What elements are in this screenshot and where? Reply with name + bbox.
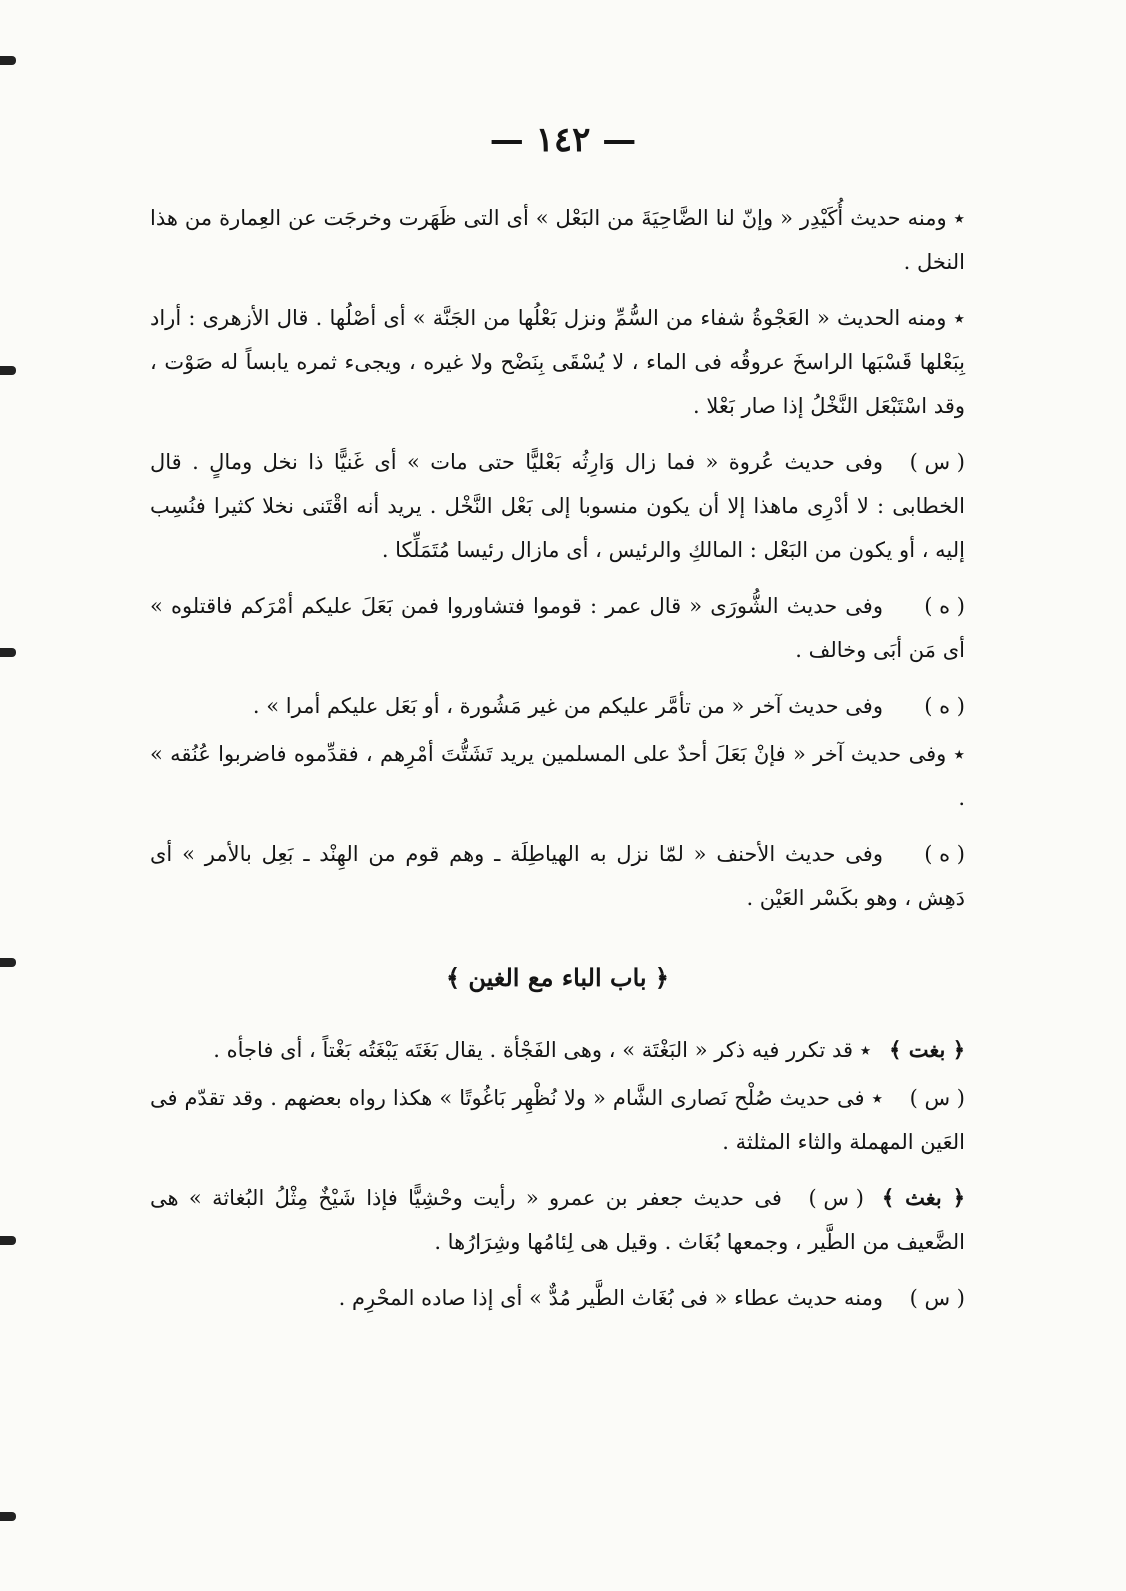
source-marker: ( س )	[909, 1286, 965, 1310]
scan-edge-mark	[0, 648, 16, 657]
entry	[150, 1276, 965, 1320]
entry-text: ٭ فى حديث صُلْح نَصارى الشَّام « ولا نُظْهِر بَاغُوتًا » هكذا رواه بعضهم . وقد تقدّم فى العَين المهملة والثاء المثلثة .	[150, 1086, 965, 1154]
source-marker: ( ه )	[924, 842, 965, 866]
paragraph-text: ٭ ومنه حديث أُكَيْدِر « وإنّ لنا الضَّاحِيَةَ من البَعْل » أى التى ظَهَرت وخرجَت عن العِمارة من هذا النخل .	[150, 206, 965, 274]
entry	[150, 1028, 965, 1072]
page-number: — ١٤٢ —	[489, 120, 637, 160]
scan-edge-mark	[0, 56, 16, 65]
entry-headword: ﴿ بغت ﴾	[889, 1037, 965, 1062]
paragraph-text: وفى حديث آخر « من تأمَّر عليكم من غير مَشُورة ، أو بَعَل عليكم أمرا » .	[252, 694, 883, 718]
paragraph-text: وفى حديث الأحنف « لمّا نزل به الهياطِلَة ـ وهم قوم من الهِنْد ـ بَعِل بالأمر » أى دَهِش ، وهو بكَسْر العَيْن .	[150, 842, 965, 910]
scan-edge-mark	[0, 958, 16, 967]
scan-edge-mark	[0, 1236, 16, 1245]
entry-text: فى حديث جعفر بن عمرو « رأيت وحْشِيًّا فإذا شَيْخٌ مِثْلُ البُغاثة » هى الضَّعيف من الطَّير ، وجمعها بُغَاث . وقيل هى لِئامُها وشِرَارُها .	[150, 1186, 965, 1254]
paragraph	[150, 684, 965, 728]
paragraph-text: وفى حديث الشُّورَى « قال عمر : قوموا فتشاوروا فمن بَعَلَ عليكم أمْرَكم فاقتلوه » أى مَن أبَى وخالف .	[150, 594, 965, 662]
entry-text: ومنه حديث عطاء « فى بُغَاث الطَّير مُدٌّ » أى إذا صاده المحْرِم .	[338, 1286, 883, 1310]
entry-headword: ﴿ بغث ﴾	[881, 1185, 966, 1210]
paragraph	[150, 296, 965, 428]
section-title: ﴿ باب الباء مع الغين ﴾	[445, 963, 669, 992]
entry-text: ٭ قد تكرر فيه ذكر « البَغْتَة » ، وهى الفَجْأة . يقال بَغَتَه يَبْغَتُه بَغْتاً ، أى فاجأه .	[213, 1038, 872, 1062]
scan-edge-mark	[0, 366, 16, 375]
entry	[150, 1076, 965, 1164]
paragraph	[150, 832, 965, 920]
paragraph-text: ٭ وفى حديث آخر « فإنْ بَعَلَ أحدٌ على المسلمين يريد تَشَتُّتَ أمْرِهم ، فقدِّموه فاضربوا عُنُقه » .	[150, 742, 965, 810]
source-marker: ( ه )	[924, 594, 965, 618]
source-marker: ( ه )	[924, 694, 965, 718]
source-marker: ( س )	[909, 1086, 965, 1110]
paragraph	[150, 584, 965, 672]
source-marker: ( س )	[808, 1186, 864, 1210]
page-content	[150, 196, 965, 1332]
paragraph	[150, 440, 965, 572]
entry	[150, 1176, 965, 1264]
paragraph-text: ٭ ومنه الحديث « العَجْوةُ شفاء من السُّمِّ ونزل بَعْلُها من الجَنَّة » أى أصْلُها . قال الأزهرى : أراد بِبَعْلها قَسْبَها الراسخَ عروقُه فى الماء ، لا يُسْقَى بِنَضْح ولا غيره ، ويجىء ثمره يابساً له صَوْت ، وقد اسْتَبْعَل النَّخْلُ إذا صار بَعْلا .	[150, 306, 965, 418]
paragraph-text: وفى حديث عُروة « فما زال وَارِثُه بَعْليًّا حتى مات » أى غَنيًّا ذا نخل ومالٍ . قال الخطابى : لا أدْرِى ماهذا إلا أن يكون منسوبا إلى بَعْل النَّخْل . يريد أنه اقْتَنى نخلا كثيرا فنُسِب إليه ، أو يكون من البَعْل : المالكِ والرئيس ، أى مازال رئيسا مُتَمَلِّكا .	[150, 450, 965, 562]
paragraph	[150, 732, 965, 820]
source-marker: ( س )	[909, 450, 965, 474]
scan-edge-mark	[0, 1512, 16, 1521]
paragraph	[150, 196, 965, 284]
